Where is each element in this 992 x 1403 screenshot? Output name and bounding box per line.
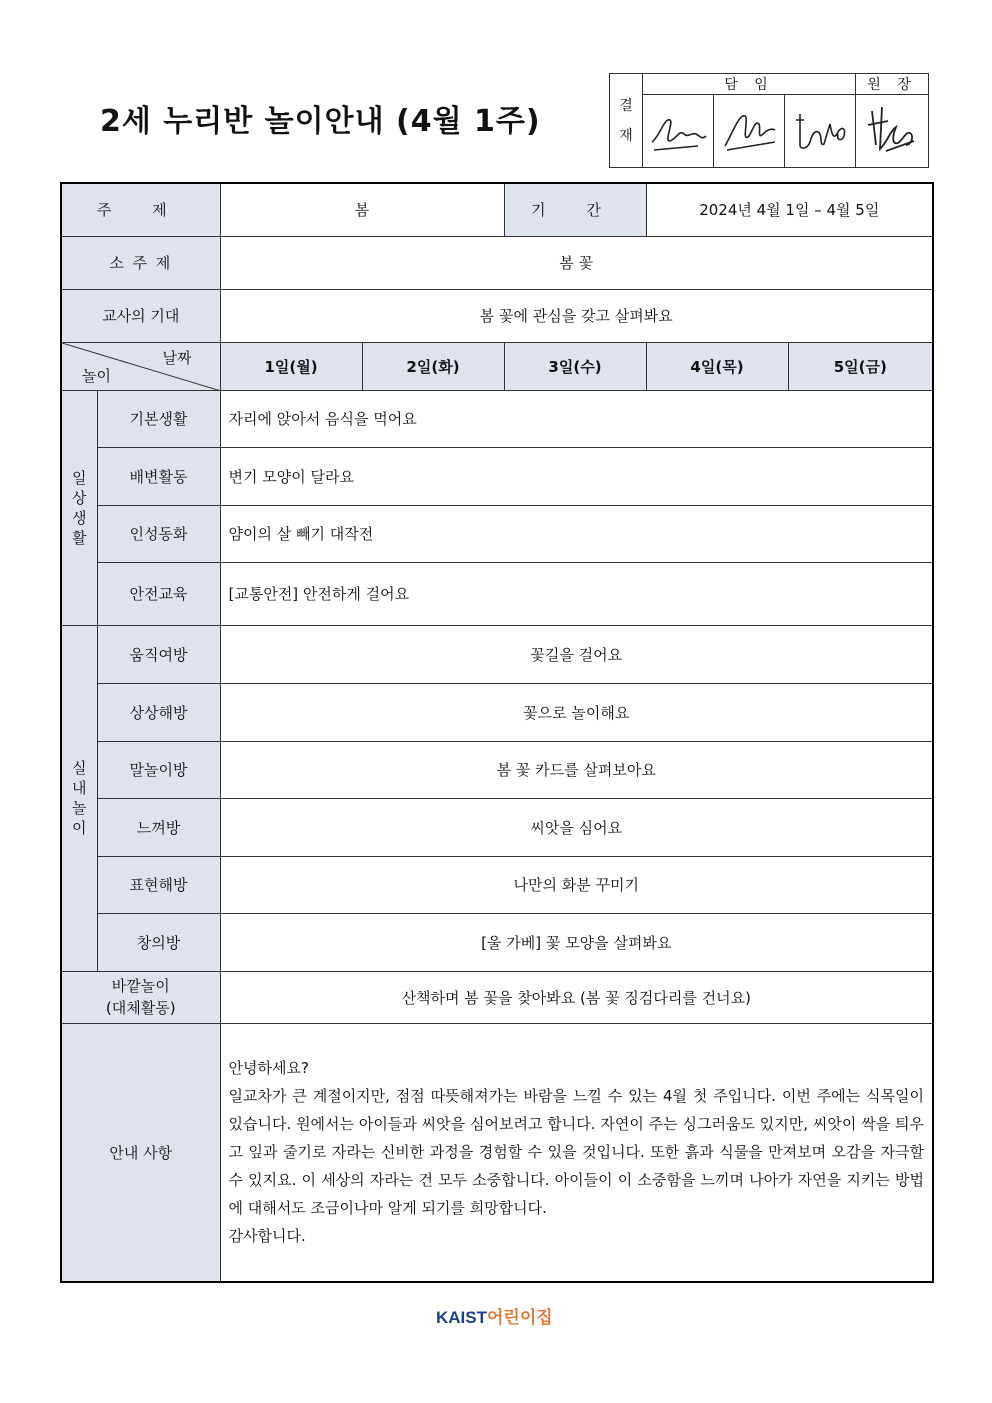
outdoor-value: 산책하며 봄 꽃을 찾아봐요 (봄 꽃 징검다리를 건너요) [220, 971, 933, 1023]
kaist-kindergarten-logo: KAIST어린이집 [436, 1308, 553, 1327]
date-label: 날짜 [162, 348, 192, 367]
play-label: 놀이 [82, 366, 111, 385]
theme-label: 주 제 [61, 183, 220, 236]
signature-2 [714, 95, 785, 168]
homeroom-header: 담 임 [643, 74, 856, 95]
notice-closing: 감사합니다. [228, 1227, 306, 1246]
activity-value: 씨앗을 심어요 [220, 798, 933, 856]
activity-value: 꽃길을 걸어요 [220, 625, 933, 683]
signature-4 [856, 95, 929, 168]
activity-label: 인성동화 [97, 505, 220, 562]
notice-greeting: 안녕하세요? [228, 1059, 309, 1078]
notice-label: 안내 사항 [61, 1023, 220, 1282]
approval-side-label: 결 재 [610, 74, 643, 168]
approval-box [609, 73, 929, 168]
activity-label: 표현해방 [97, 856, 220, 913]
date-play-header [61, 342, 220, 390]
day-header: 1일(월) [220, 342, 362, 390]
signature-3 [785, 95, 856, 168]
outdoor-label: 바깥놀이 (대체활동) [61, 971, 220, 1023]
period-value: 2024년 4월 1일 – 4월 5일 [646, 183, 933, 236]
activity-value: 얌이의 살 빼기 대작전 [220, 505, 933, 562]
schedule-table [60, 182, 934, 1283]
period-label: 기 간 [504, 183, 646, 236]
activity-value: 봄 꽃 카드를 살펴보아요 [220, 741, 933, 798]
day-header: 2일(화) [362, 342, 504, 390]
indoor-play-category: 실 내 놀 이 [61, 625, 97, 971]
signature-1 [643, 95, 714, 168]
activity-label: 말놀이방 [97, 741, 220, 798]
activity-value: [울 가베] 꽃 모양을 살펴봐요 [220, 913, 933, 971]
activity-label: 기본생활 [97, 390, 220, 447]
activity-label: 상상해방 [97, 683, 220, 741]
subtheme-value: 봄 꽃 [220, 236, 933, 289]
activity-value: 변기 모양이 달라요 [220, 447, 933, 505]
teacher-expectation-value: 봄 꽃에 관심을 갖고 살펴봐요 [220, 289, 933, 342]
activity-label: 안전교육 [97, 562, 220, 625]
teacher-expectation-label: 교사의 기대 [61, 289, 220, 342]
day-header: 4일(목) [646, 342, 788, 390]
principal-header: 원 장 [856, 74, 929, 95]
activity-value: 꽃으로 놀이해요 [220, 683, 933, 741]
activity-label: 움직여방 [97, 625, 220, 683]
activity-label: 배변활동 [97, 447, 220, 505]
activity-value: [교통안전] 안전하게 걸어요 [220, 562, 933, 625]
subtheme-label: 소 주 제 [61, 236, 220, 289]
day-header: 5일(금) [788, 342, 933, 390]
theme-value: 봄 [220, 183, 504, 236]
notice-text [220, 1023, 933, 1282]
day-header: 3일(수) [504, 342, 646, 390]
activity-label: 느껴방 [97, 798, 220, 856]
daily-life-category: 일 상 생 활 [61, 390, 97, 625]
page-title: 2세 누리반 놀이안내 (4월 1주) [100, 104, 541, 139]
activity-label: 창의방 [97, 913, 220, 971]
activity-value: 나만의 화분 꾸미기 [220, 856, 933, 913]
notice-body: 일교차가 큰 계절이지만, 점점 따뜻해져가는 바람을 느낄 수 있는 4월 첫 주입니다. 이번 주에는 식목일이 있습니다. 원에서는 아이들과 씨앗을 심어보려고 합니다. 자연이 주는 싱그러움도 있지만, 씨앗이 싹을 틔우고 잎과 줄기로 자라는 신비한 과정을 경험할 수 있을 것입니다. 또한 흙과 식물을 만져보며 오감을 자극할 수 있지요. 이 세상의 자라는 건 모두 소중합니다. 아이들이 이 소중함을 느끼며 나아가 자연을 지키는 방법에 대해서도 조금이나마 알게 되기를 희망합니다. [228, 1087, 925, 1218]
activity-value: 자리에 앉아서 음식을 먹어요 [220, 390, 933, 447]
